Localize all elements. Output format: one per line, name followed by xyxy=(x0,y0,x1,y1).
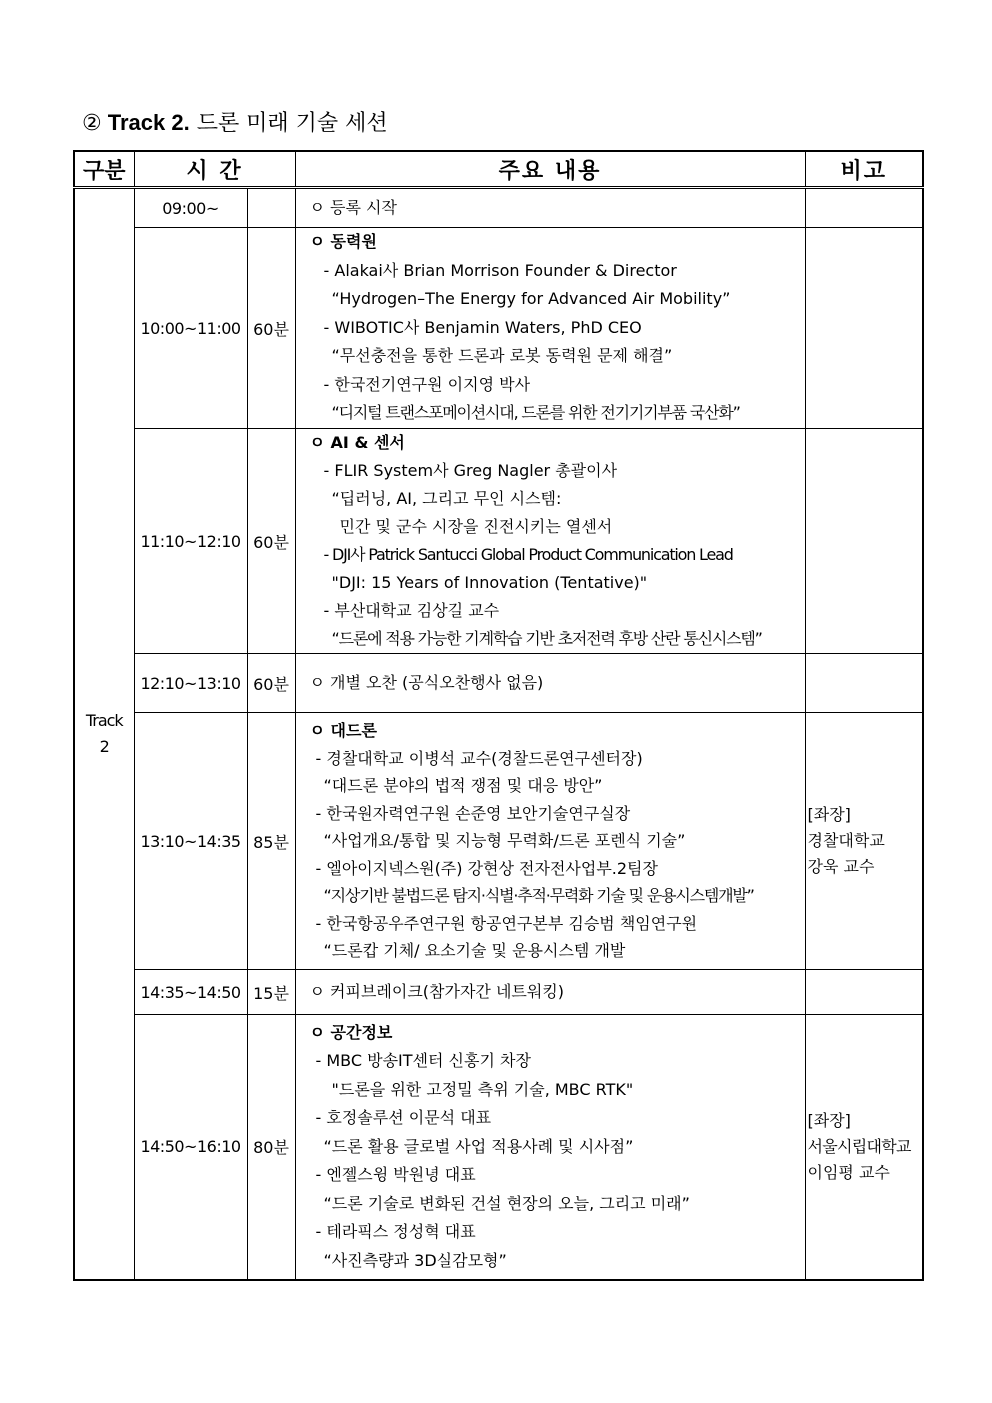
speaker-line: - WIBOTIC사 Benjamin Waters, PhD CEO xyxy=(323,317,642,337)
time-cell: 12:10~13:10 xyxy=(134,654,247,713)
time-cell: 13:10~14:35 xyxy=(134,713,247,970)
track-label-line2: 2 xyxy=(99,736,109,756)
content-cell xyxy=(295,228,805,429)
content-line: ㅇ 개별 오찬 (공식오찬행사 없음) xyxy=(309,672,544,692)
speaker-line: - 테라픽스 정성혁 대표 xyxy=(315,1222,476,1241)
talk-title-line: “디지털 트랜스포메이션시대, 드론를 위한 전기기기부품 국산화” xyxy=(331,403,740,423)
chair-label: [좌장] xyxy=(807,1110,851,1130)
talk-title-line: “사진측량과 3D실감모형” xyxy=(323,1250,507,1270)
talk-title-line: “딥러닝, AI, 그리고 무인 시스템: xyxy=(331,489,562,508)
time-cell: 14:50~16:10 xyxy=(134,1015,247,1280)
content-line: ㅇ 커피브레이크(참가자간 네트워킹) xyxy=(309,981,565,1001)
schedule-row-ai-sensor xyxy=(74,429,923,654)
note-cell xyxy=(805,429,923,654)
chair-affiliation: 경찰대학교 xyxy=(807,831,885,850)
speaker-line: - FLIR System사 Greg Nagler 총괄이사 xyxy=(323,461,618,480)
speaker-line: - 엘아이지넥스원(주) 강현상 전자전사업부.2팀장 xyxy=(315,858,658,878)
speaker-line: - 호정솔루션 이문석 대표 xyxy=(315,1108,492,1127)
note-cell xyxy=(805,228,923,429)
content-cell xyxy=(295,713,805,970)
speaker-line: - DJI사 Patrick Santucci Global Product Communication Lead xyxy=(323,545,733,564)
talk-title-line: “무선충전을 통한 드론과 로봇 동력원 문제 해결” xyxy=(331,346,673,366)
schedule-row-lunch xyxy=(74,654,923,713)
topic-title: ㅇ 공간정보 xyxy=(309,1022,393,1042)
note-cell xyxy=(805,654,923,713)
content-cell xyxy=(295,429,805,654)
talk-title-line: “드론 활용 글로벌 사업 적용사례 및 시사점” xyxy=(323,1136,634,1156)
header-category: 구분 xyxy=(74,151,134,188)
time-cell: 14:35~14:50 xyxy=(134,970,247,1015)
speaker-line: - 한국원자력연구원 손준영 보안기술연구실장 xyxy=(315,803,631,823)
talk-title-line: “드론에 적용 가능한 기계학습 기반 초저전력 후방 산란 통신시스템” xyxy=(331,629,762,648)
talk-title-line: "DJI: 15 Years of Innovation (Tentative)" xyxy=(331,573,648,592)
duration-cell xyxy=(247,188,295,228)
duration-cell: 60분 xyxy=(247,429,295,654)
track-label-line1: Track xyxy=(85,710,123,730)
speaker-line: - 경찰대학교 이병석 교수(경찰드론연구센터장) xyxy=(315,748,643,768)
content-line: ㅇ 등록 시작 xyxy=(309,197,397,217)
speaker-line: - MBC 방송IT센터 신홍기 차장 xyxy=(315,1051,531,1070)
section-heading xyxy=(82,106,388,137)
schedule-row-spatial-info xyxy=(74,1015,923,1280)
topic-title: ㅇ AI & 센서 xyxy=(309,433,405,452)
speaker-line: - Alakai사 Brian Morrison Founder & Director xyxy=(323,260,677,280)
speaker-line: - 한국전기연구원 이지영 박사 xyxy=(323,374,531,394)
speaker-line: - 부산대학교 김상길 교수 xyxy=(323,601,500,620)
content-cell xyxy=(295,1015,805,1280)
chair-note-cell xyxy=(805,713,923,970)
header-row xyxy=(74,151,923,188)
schedule-row-counter-drone xyxy=(74,713,923,970)
duration-cell: 60분 xyxy=(247,228,295,429)
duration-cell: 15분 xyxy=(247,970,295,1015)
section-number-marker: ② xyxy=(82,111,102,136)
duration-cell: 60분 xyxy=(247,654,295,713)
schedule-row-power xyxy=(74,228,923,429)
talk-title-line: “Hydrogen–The Energy for Advanced Air Mobility” xyxy=(331,289,731,309)
schedule-table xyxy=(73,150,924,1281)
header-note: 비고 xyxy=(805,151,923,188)
chair-label: [좌장] xyxy=(807,805,851,824)
header-time: 시 간 xyxy=(134,151,295,188)
speaker-line: - 한국항공우주연구원 항공연구본부 김승범 책임연구원 xyxy=(315,913,698,933)
talk-title-line: “드론캅 기체/ 요소기술 및 운용시스템 개발 xyxy=(323,941,626,961)
talk-title-line: “사업개요/통합 및 지능형 무력화/드론 포렌식 기술” xyxy=(323,831,686,851)
header-content: 주요 내용 xyxy=(295,151,805,188)
talk-title-line: “지상기반 불법드론 탐지·식별·추적·무력화 기술 및 운용시스템개발” xyxy=(323,886,754,906)
talk-title-line: “대드론 분야의 법적 쟁점 및 대응 방안” xyxy=(323,776,603,796)
content-cell xyxy=(295,188,805,228)
duration-cell: 80분 xyxy=(247,1015,295,1280)
note-cell xyxy=(805,188,923,228)
chair-affiliation: 서울시립대학교 xyxy=(807,1136,911,1156)
content-cell xyxy=(295,654,805,713)
duration-cell: 85분 xyxy=(247,713,295,970)
track-label: Track 2. xyxy=(107,110,190,135)
section-title: 드론 미래 기술 세션 xyxy=(196,111,388,136)
talk-title-line: "드론을 위한 고정밀 측위 기술, MBC RTK" xyxy=(331,1079,634,1099)
time-cell: 10:00~11:00 xyxy=(134,228,247,429)
track-cell xyxy=(74,188,134,1280)
time-cell: 11:10~12:10 xyxy=(134,429,247,654)
chair-name: 강욱 교수 xyxy=(807,857,875,876)
topic-title: ㅇ 대드론 xyxy=(309,721,377,741)
content-cell xyxy=(295,970,805,1015)
schedule-row-registration xyxy=(74,188,923,228)
talk-title-line: “드론 기술로 변화된 건설 현장의 오늘, 그리고 미래” xyxy=(323,1193,690,1213)
note-cell xyxy=(805,970,923,1015)
time-cell: 09:00~ xyxy=(134,188,247,228)
topic-title: ㅇ 동력원 xyxy=(309,232,377,252)
chair-name: 이임평 교수 xyxy=(807,1162,890,1182)
talk-title-line: 민간 및 군수 시장을 진전시키는 열센서 xyxy=(339,517,613,536)
speaker-line: - 엔젤스윙 박원녕 대표 xyxy=(315,1165,476,1184)
schedule-row-coffee-break xyxy=(74,970,923,1015)
chair-note-cell xyxy=(805,1015,923,1280)
